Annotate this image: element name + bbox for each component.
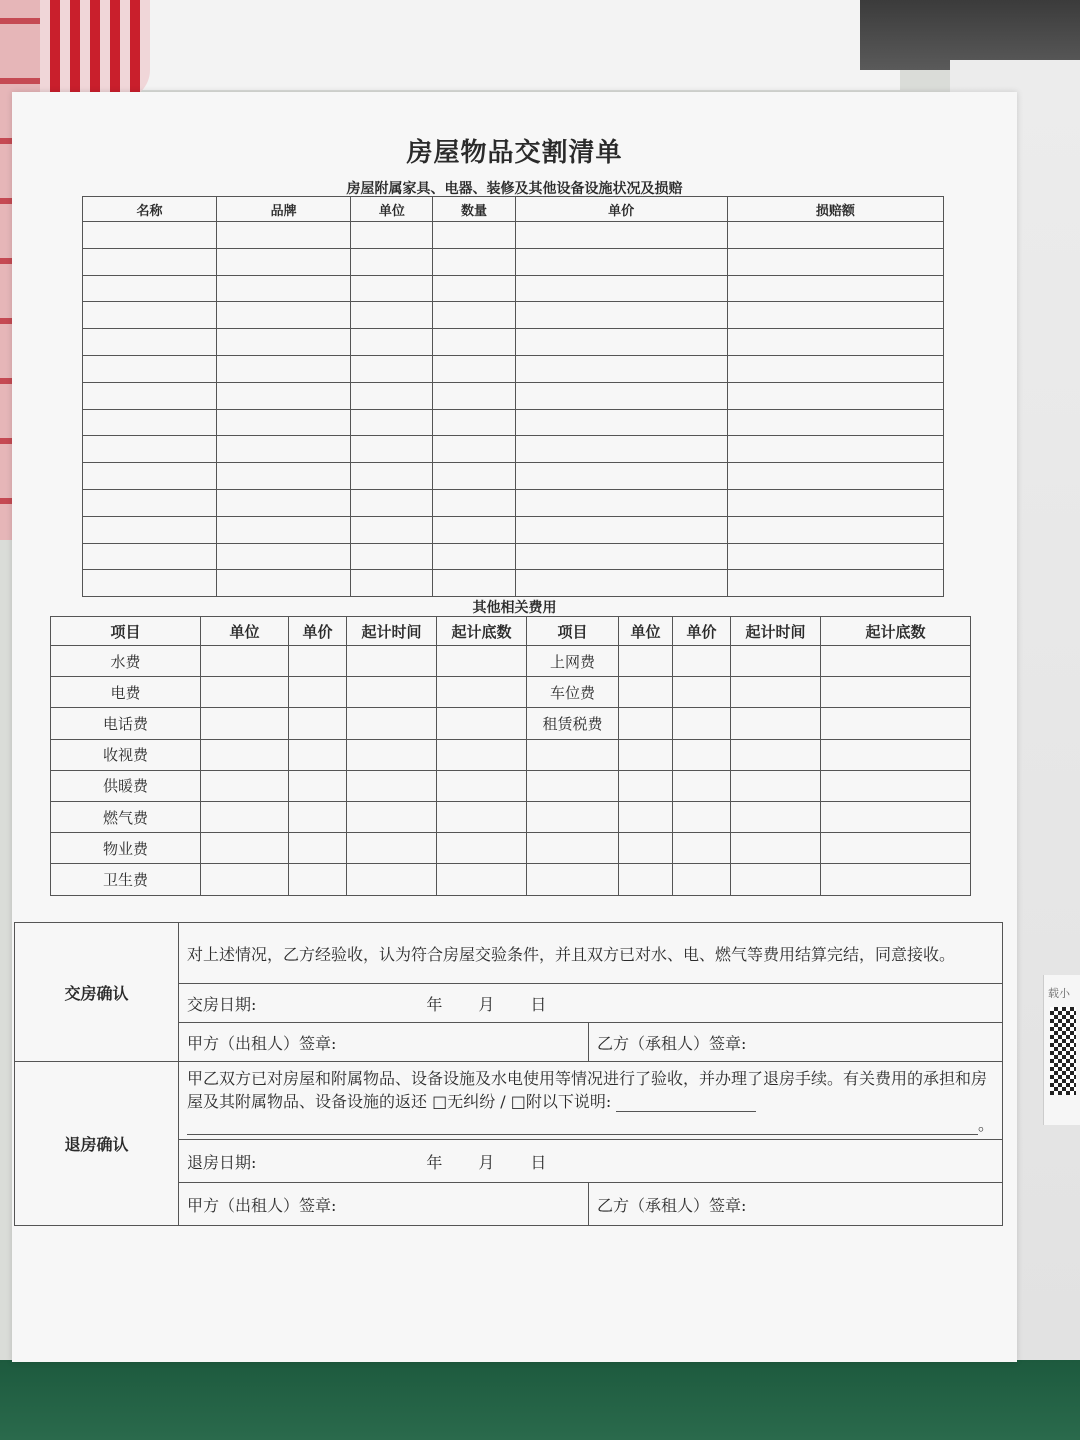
fee-value-cell[interactable]	[201, 677, 289, 708]
furniture-table-row	[83, 516, 944, 543]
furniture-table-row	[83, 275, 944, 302]
handover-day: 日	[530, 994, 547, 1014]
fee-value-cell[interactable]	[673, 864, 731, 895]
furniture-table-row	[83, 463, 944, 490]
furniture-table-cell[interactable]	[217, 329, 351, 356]
header-start-time-left: 起计时间	[347, 617, 437, 646]
fee-value-cell[interactable]	[437, 801, 527, 832]
return-day: 日	[530, 1152, 547, 1172]
fee-value-cell[interactable]	[437, 739, 527, 770]
fee-value-cell[interactable]	[619, 770, 673, 801]
header-item-right: 项目	[527, 617, 619, 646]
furniture-table-cell[interactable]	[83, 570, 217, 597]
furniture-table-cell[interactable]	[515, 436, 727, 463]
header-unit-left: 单位	[201, 617, 289, 646]
fee-value-cell[interactable]	[731, 677, 821, 708]
fee-value-cell[interactable]	[289, 708, 347, 739]
furniture-table-cell[interactable]	[433, 570, 515, 597]
header-price-right: 单价	[673, 617, 731, 646]
return-date-row	[179, 1140, 1003, 1183]
fee-item-right	[527, 864, 619, 895]
furniture-table-cell[interactable]	[515, 516, 727, 543]
furniture-table-cell[interactable]	[351, 382, 433, 409]
fee-value-cell[interactable]	[673, 770, 731, 801]
return-label: 退房确认	[15, 1062, 179, 1226]
furniture-table-cell[interactable]	[83, 516, 217, 543]
return-end-mark: 。	[978, 1115, 995, 1134]
return-date-label: 退房日期:	[187, 1152, 257, 1172]
header-unit-price: 单价	[515, 197, 727, 222]
furniture-table-cell[interactable]	[217, 222, 351, 249]
furniture-table-cell[interactable]	[515, 382, 727, 409]
furniture-table-cell[interactable]	[351, 275, 433, 302]
furniture-table-cell[interactable]	[217, 463, 351, 490]
fee-value-cell[interactable]	[673, 739, 731, 770]
fees-table-row	[51, 708, 971, 739]
fee-value-cell[interactable]	[437, 770, 527, 801]
header-quantity: 数量	[433, 197, 515, 222]
furniture-table-cell[interactable]	[515, 302, 727, 329]
return-statement-cell	[179, 1062, 1003, 1140]
return-party-b-signature[interactable]: 乙方（承租人）签章:	[589, 1183, 1003, 1226]
fees-table	[50, 616, 971, 896]
furniture-table-cell[interactable]	[83, 543, 217, 570]
fee-item-left: 水费	[51, 646, 201, 677]
furniture-table-cell[interactable]	[351, 355, 433, 382]
form-paper	[12, 92, 1017, 1362]
header-brand: 品牌	[217, 197, 351, 222]
fee-value-cell[interactable]	[673, 833, 731, 864]
furniture-table-cell[interactable]	[727, 463, 943, 490]
furniture-table-cell[interactable]	[515, 329, 727, 356]
furniture-table-cell[interactable]	[727, 436, 943, 463]
header-unit-right: 单位	[619, 617, 673, 646]
fee-item-left: 物业费	[51, 833, 201, 864]
furniture-table-cell[interactable]	[351, 463, 433, 490]
fee-item-left: 供暖费	[51, 770, 201, 801]
document-title: 房屋物品交割清单	[406, 138, 623, 168]
furniture-table-cell[interactable]	[433, 463, 515, 490]
fee-item-right	[527, 833, 619, 864]
fee-value-cell[interactable]	[731, 646, 821, 677]
fee-value-cell[interactable]	[731, 708, 821, 739]
fee-value-cell[interactable]	[821, 770, 971, 801]
fee-item-right: 租赁税费	[527, 708, 619, 739]
furniture-table-cell[interactable]	[217, 275, 351, 302]
fee-value-cell[interactable]	[201, 770, 289, 801]
fee-value-cell[interactable]	[437, 646, 527, 677]
furniture-table-cell[interactable]	[433, 302, 515, 329]
fee-value-cell[interactable]	[821, 864, 971, 895]
fee-value-cell[interactable]	[347, 646, 437, 677]
qr-code-scrap	[1043, 975, 1080, 1125]
fee-value-cell[interactable]	[289, 833, 347, 864]
fee-item-right	[527, 739, 619, 770]
furniture-table-cell[interactable]	[433, 248, 515, 275]
header-name: 名称	[83, 197, 217, 222]
furniture-table-cell[interactable]	[433, 222, 515, 249]
furniture-table-cell[interactable]	[433, 489, 515, 516]
fee-value-cell[interactable]	[731, 739, 821, 770]
fee-value-cell[interactable]	[619, 833, 673, 864]
fee-item-left: 燃气费	[51, 801, 201, 832]
furniture-table-cell[interactable]	[433, 355, 515, 382]
furniture-table-cell[interactable]	[217, 436, 351, 463]
fee-item-right	[527, 801, 619, 832]
furniture-table-row	[83, 248, 944, 275]
fee-value-cell[interactable]	[347, 739, 437, 770]
fee-item-left: 电费	[51, 677, 201, 708]
fee-value-cell[interactable]	[347, 708, 437, 739]
fee-value-cell[interactable]	[619, 864, 673, 895]
return-explanation-line[interactable]	[616, 1097, 756, 1112]
furniture-table-cell[interactable]	[83, 222, 217, 249]
furniture-table-cell[interactable]	[217, 248, 351, 275]
fee-value-cell[interactable]	[619, 739, 673, 770]
furniture-table-cell[interactable]	[351, 570, 433, 597]
handover-year: 年	[426, 994, 443, 1014]
furniture-table-cell[interactable]	[727, 489, 943, 516]
handover-party-a-signature[interactable]: 甲方（出租人）签章:	[179, 1023, 589, 1062]
background-tray	[40, 0, 900, 90]
furniture-table-cell[interactable]	[727, 329, 943, 356]
furniture-table-row	[83, 329, 944, 356]
fee-value-cell[interactable]	[673, 708, 731, 739]
header-price-left: 单价	[289, 617, 347, 646]
fee-item-left: 电话费	[51, 708, 201, 739]
furniture-table-cell[interactable]	[83, 382, 217, 409]
furniture-table-cell[interactable]	[727, 248, 943, 275]
furniture-table-row	[83, 570, 944, 597]
header-start-reading-left: 起计底数	[437, 617, 527, 646]
furniture-table-cell[interactable]	[727, 222, 943, 249]
fee-value-cell[interactable]	[347, 833, 437, 864]
handover-label: 交房确认	[15, 923, 179, 1062]
furniture-table-cell[interactable]	[83, 248, 217, 275]
fee-value-cell[interactable]	[437, 864, 527, 895]
furniture-table-cell[interactable]	[727, 543, 943, 570]
fee-value-cell[interactable]	[731, 770, 821, 801]
furniture-table-row	[83, 302, 944, 329]
handover-date-label: 交房日期:	[187, 994, 257, 1014]
furniture-table-cell[interactable]	[217, 516, 351, 543]
furniture-table-cell[interactable]	[515, 543, 727, 570]
fee-value-cell[interactable]	[619, 677, 673, 708]
furniture-table-cell[interactable]	[83, 275, 217, 302]
furniture-table-cell[interactable]	[351, 436, 433, 463]
furniture-table-cell[interactable]	[727, 382, 943, 409]
furniture-table-row	[83, 489, 944, 516]
fee-value-cell[interactable]	[731, 864, 821, 895]
fee-value-cell[interactable]	[289, 864, 347, 895]
furniture-table-cell[interactable]	[727, 409, 943, 436]
header-item-left: 项目	[51, 617, 201, 646]
furniture-table-cell[interactable]	[515, 275, 727, 302]
fee-value-cell[interactable]	[201, 801, 289, 832]
qr-scrap-text: 载小	[1048, 987, 1070, 1000]
furniture-table-cell[interactable]	[515, 570, 727, 597]
fee-value-cell[interactable]	[731, 801, 821, 832]
fee-value-cell[interactable]	[437, 833, 527, 864]
furniture-table-cell[interactable]	[217, 355, 351, 382]
furniture-table-cell[interactable]	[217, 302, 351, 329]
furniture-table-cell[interactable]	[217, 543, 351, 570]
fee-value-cell[interactable]	[619, 646, 673, 677]
header-start-time-right: 起计时间	[731, 617, 821, 646]
fee-value-cell[interactable]	[201, 708, 289, 739]
fee-value-cell[interactable]	[347, 864, 437, 895]
fee-value-cell[interactable]	[821, 833, 971, 864]
furniture-table-cell[interactable]	[351, 489, 433, 516]
fees-table-row	[51, 801, 971, 832]
fees-table-row	[51, 646, 971, 677]
fee-value-cell[interactable]	[619, 708, 673, 739]
furniture-table-cell[interactable]	[83, 489, 217, 516]
fee-value-cell[interactable]	[673, 677, 731, 708]
return-month: 月	[478, 1152, 495, 1172]
fee-value-cell[interactable]	[673, 646, 731, 677]
furniture-table-cell[interactable]	[727, 355, 943, 382]
fee-item-left: 收视费	[51, 739, 201, 770]
furniture-table-cell[interactable]	[217, 489, 351, 516]
furniture-table-cell[interactable]	[351, 329, 433, 356]
header-start-reading-right: 起计底数	[821, 617, 971, 646]
furniture-table-cell[interactable]	[351, 248, 433, 275]
fee-value-cell[interactable]	[619, 801, 673, 832]
fee-value-cell[interactable]	[289, 677, 347, 708]
furniture-table-cell[interactable]	[83, 436, 217, 463]
furniture-table-header	[83, 197, 944, 222]
fees-table-row	[51, 833, 971, 864]
fee-value-cell[interactable]	[821, 646, 971, 677]
furniture-table-cell[interactable]	[515, 463, 727, 490]
fee-value-cell[interactable]	[347, 801, 437, 832]
fee-value-cell[interactable]	[289, 801, 347, 832]
furniture-table-cell[interactable]	[217, 382, 351, 409]
fee-value-cell[interactable]	[673, 801, 731, 832]
furniture-table-cell[interactable]	[217, 570, 351, 597]
furniture-table-cell[interactable]	[351, 543, 433, 570]
return-year: 年	[426, 1152, 443, 1172]
fees-table-header	[51, 617, 971, 646]
fee-value-cell[interactable]	[347, 677, 437, 708]
fee-value-cell[interactable]	[289, 770, 347, 801]
furniture-table-cell[interactable]	[351, 222, 433, 249]
fees-table-row	[51, 864, 971, 895]
furniture-table-row	[83, 355, 944, 382]
header-damage-amount: 损赔额	[727, 197, 943, 222]
handover-date-row	[179, 984, 1003, 1023]
fee-value-cell[interactable]	[731, 833, 821, 864]
furniture-table-cell[interactable]	[515, 409, 727, 436]
fees-table-row	[51, 677, 971, 708]
return-party-a-signature[interactable]: 甲方（出租人）签章:	[179, 1183, 589, 1226]
furniture-table-cell[interactable]	[515, 248, 727, 275]
fee-item-right	[527, 770, 619, 801]
fee-value-cell[interactable]	[201, 833, 289, 864]
furniture-table-cell[interactable]	[83, 355, 217, 382]
furniture-table-cell[interactable]	[433, 436, 515, 463]
furniture-table-cell[interactable]	[83, 302, 217, 329]
fee-value-cell[interactable]	[821, 708, 971, 739]
fee-value-cell[interactable]	[821, 677, 971, 708]
fee-value-cell[interactable]	[289, 739, 347, 770]
furniture-table-cell[interactable]	[433, 543, 515, 570]
background-green-floor	[0, 1360, 1080, 1440]
section2-caption: 其他相关费用	[472, 600, 557, 616]
furniture-table-cell[interactable]	[727, 516, 943, 543]
section1-caption: 房屋附属家具、电器、装修及其他设备设施状况及损赔	[346, 181, 683, 197]
furniture-table-cell[interactable]	[727, 302, 943, 329]
return-statement: 甲乙双方已对房屋和附属物品、设备设施及水电使用等情况进行了验收，并办理了退房手续。有关费用的承担和房屋及其附属物品、设备设施的返还 □无纠纷 / □附以下说明:	[187, 1069, 988, 1111]
furniture-table-cell[interactable]	[217, 409, 351, 436]
furniture-table-cell[interactable]	[433, 382, 515, 409]
furniture-table-cell[interactable]	[351, 516, 433, 543]
fee-value-cell[interactable]	[347, 770, 437, 801]
fee-value-cell[interactable]	[821, 739, 971, 770]
furniture-table-cell[interactable]	[83, 409, 217, 436]
fee-value-cell[interactable]	[289, 646, 347, 677]
furniture-table-cell[interactable]	[83, 329, 217, 356]
furniture-table-row	[83, 543, 944, 570]
fee-item-right: 车位费	[527, 677, 619, 708]
fees-table-row	[51, 770, 971, 801]
striped-towel-edge	[40, 0, 150, 100]
fee-value-cell[interactable]	[821, 801, 971, 832]
fee-item-right: 上网费	[527, 646, 619, 677]
fee-value-cell[interactable]	[201, 864, 289, 895]
fee-value-cell[interactable]	[201, 739, 289, 770]
fee-value-cell[interactable]	[201, 646, 289, 677]
header-unit: 单位	[351, 197, 433, 222]
qr-code-icon	[1050, 1007, 1076, 1095]
handover-month: 月	[478, 994, 495, 1014]
furniture-table-cell[interactable]	[83, 463, 217, 490]
furniture-table-cell[interactable]	[433, 329, 515, 356]
confirmation-table	[14, 922, 1003, 1226]
fee-value-cell[interactable]	[437, 708, 527, 739]
handover-party-b-signature[interactable]: 乙方（承租人）签章:	[589, 1023, 1003, 1062]
furniture-table-cell[interactable]	[727, 570, 943, 597]
return-explanation-line-2[interactable]	[187, 1120, 978, 1135]
furniture-table-cell[interactable]	[433, 516, 515, 543]
furniture-table-cell[interactable]	[351, 409, 433, 436]
furniture-table-row	[83, 382, 944, 409]
furniture-table-cell[interactable]	[515, 489, 727, 516]
furniture-table	[82, 196, 944, 597]
furniture-table-cell[interactable]	[515, 222, 727, 249]
furniture-table-row	[83, 222, 944, 249]
fee-item-left: 卫生费	[51, 864, 201, 895]
furniture-table-row	[83, 409, 944, 436]
handover-statement: 对上述情况，乙方经验收，认为符合房屋交验条件，并且双方已对水、电、燃气等费用结算完结，同意接收。	[179, 923, 1003, 984]
fees-table-row	[51, 739, 971, 770]
furniture-table-row	[83, 436, 944, 463]
furniture-table-cell[interactable]	[433, 409, 515, 436]
furniture-table-cell[interactable]	[433, 275, 515, 302]
furniture-table-cell[interactable]	[727, 275, 943, 302]
furniture-table-cell[interactable]	[515, 355, 727, 382]
fee-value-cell[interactable]	[437, 677, 527, 708]
furniture-table-cell[interactable]	[351, 302, 433, 329]
